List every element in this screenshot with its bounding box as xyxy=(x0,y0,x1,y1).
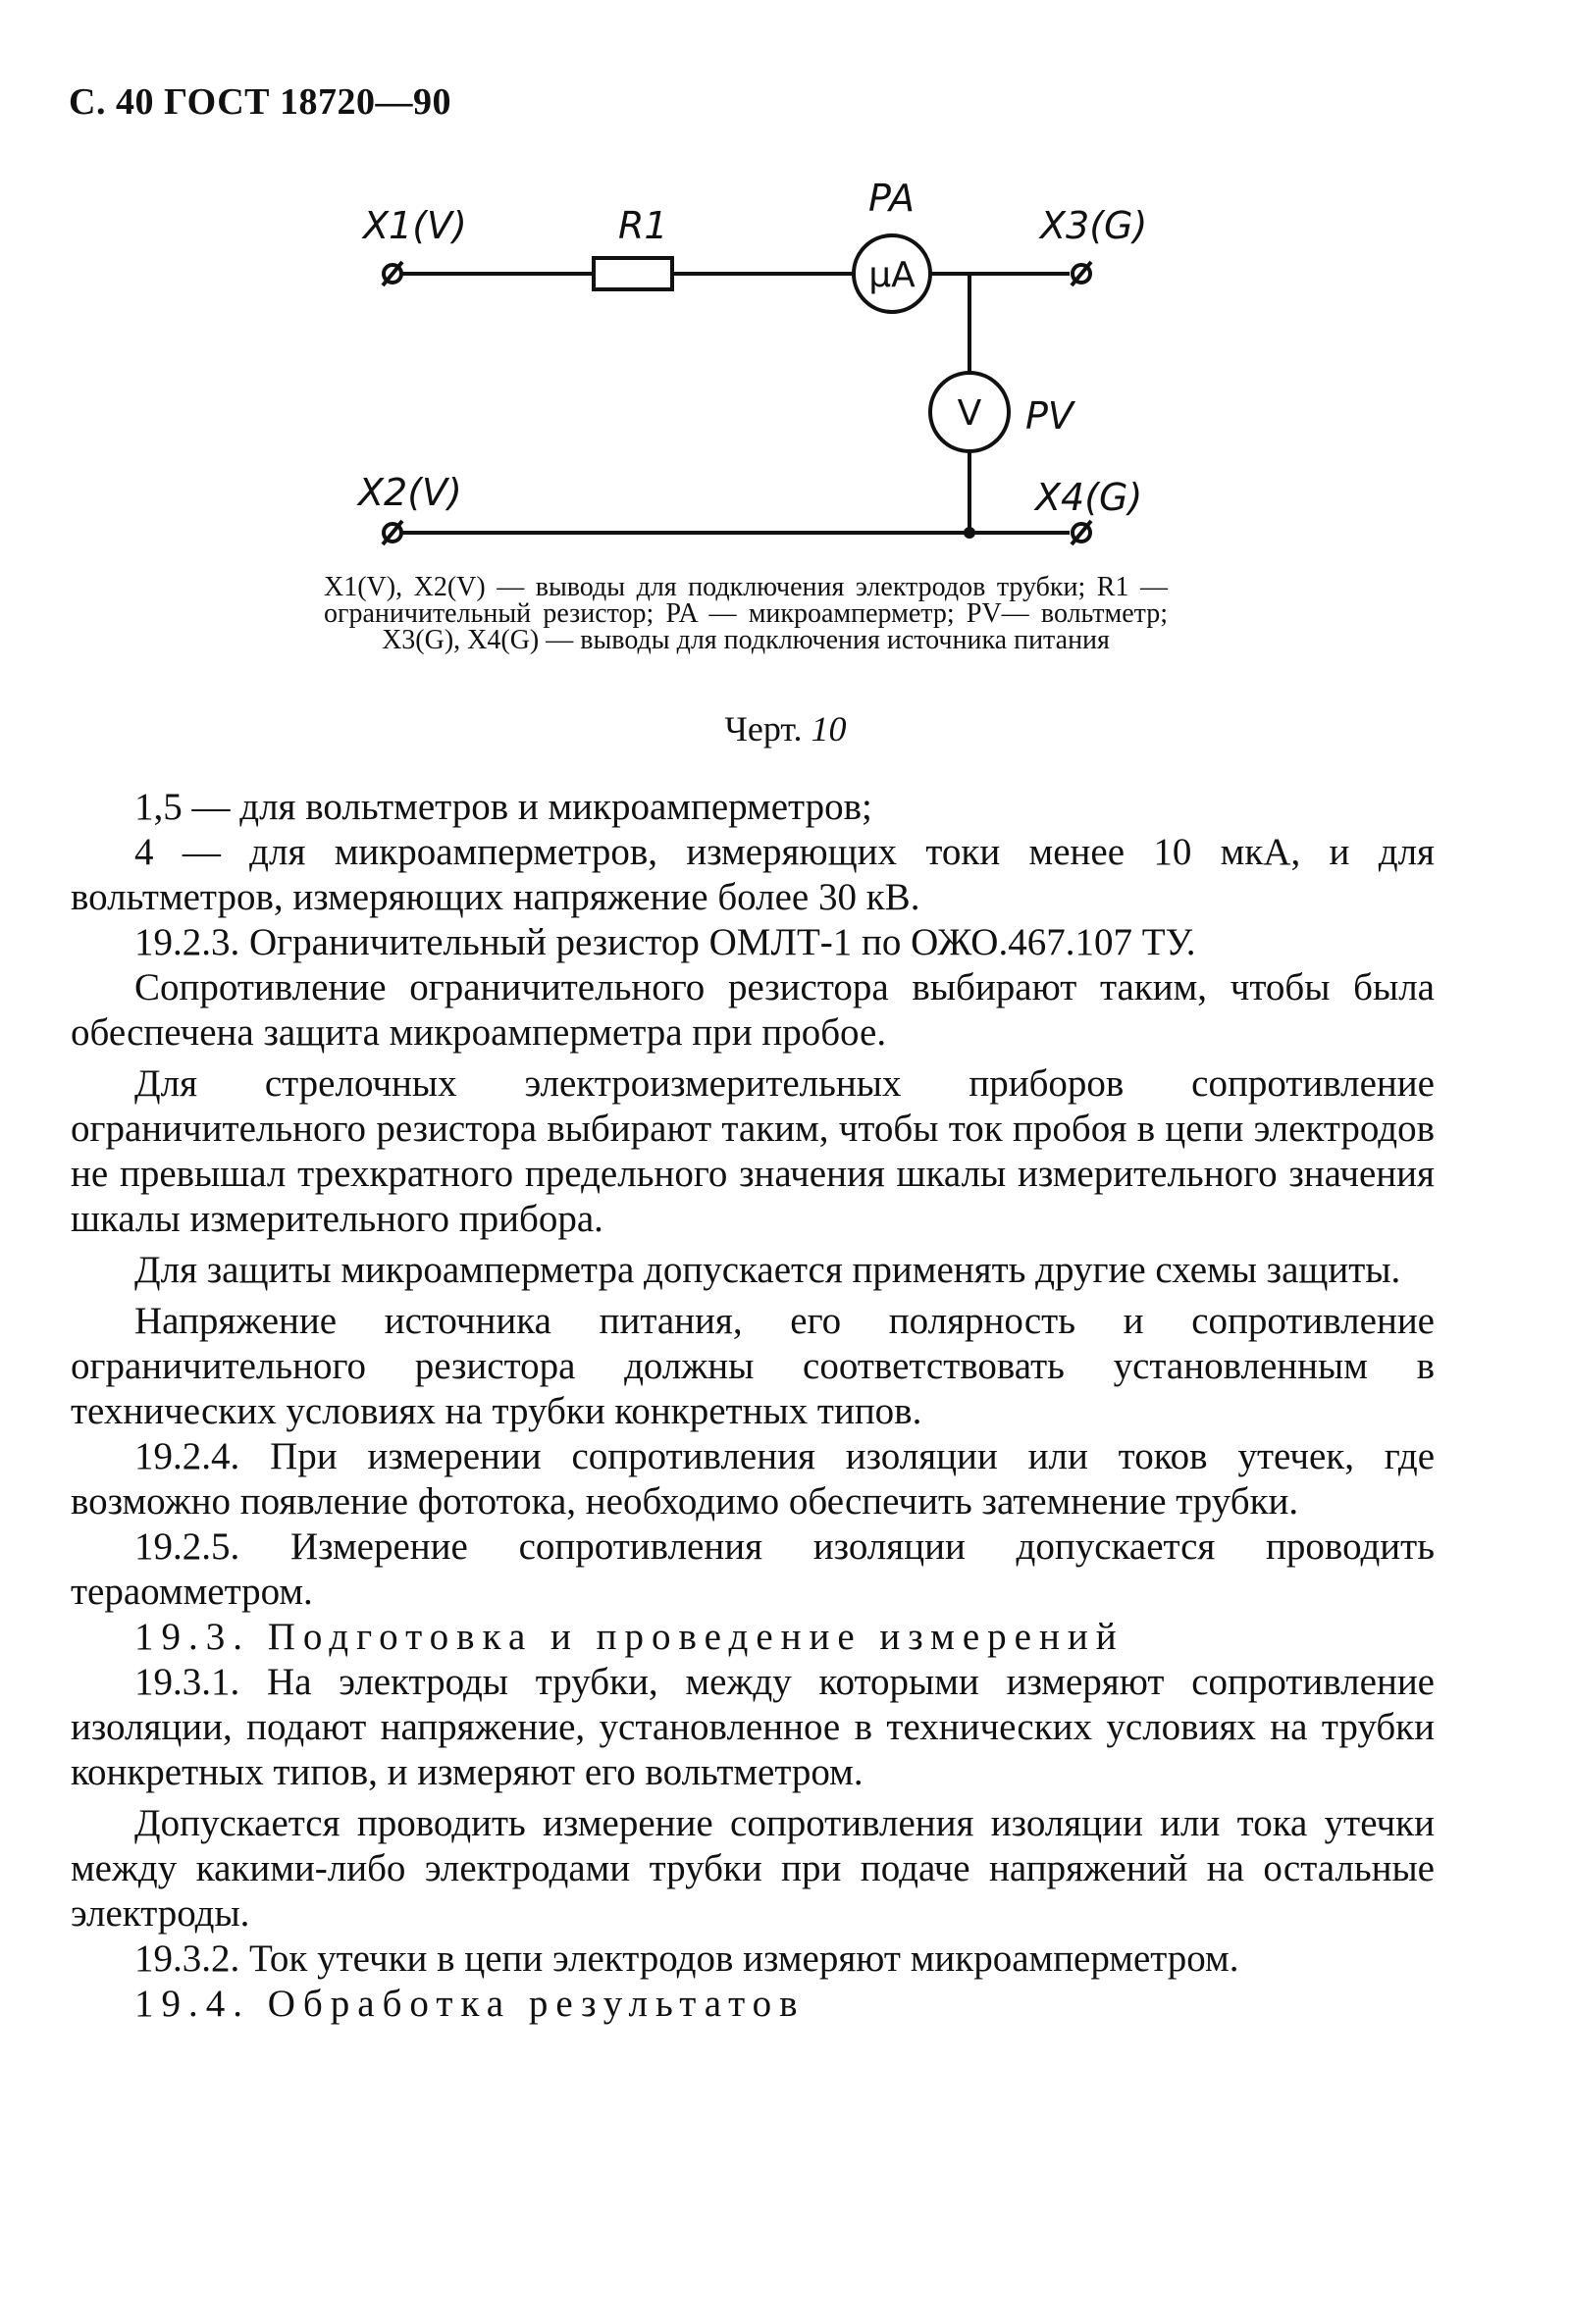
junction-dot-icon xyxy=(964,527,975,539)
label-x3: X3(G) xyxy=(1040,204,1148,247)
paragraph: Для защиты микроамперметра допускается применять другие схемы защиты. xyxy=(134,1249,1401,1291)
paragraph: Для стрелочных электроизмерительных приборов сопротивление ограничительного резистора выбирают таким, чтобы ток пробоя в цепи электродов не превышал трехкратного предельного значения шкалы измерительного значения шкалы измерительного прибора. xyxy=(71,1062,1435,1240)
paragraph: 19.3.1. На электроды трубки, между которыми измеряют сопротивление изоляции, подают напряжение, установленное в технических условиях на трубки конкретных типов, и измеряют его вольтметром. xyxy=(71,1661,1435,1793)
section-heading: 19.3. Подготовка и проведение измерений xyxy=(134,1616,1125,1658)
section-heading: 19.4. Обработка результатов xyxy=(134,1983,806,2025)
caption-number: 10 xyxy=(811,709,847,749)
paragraph: 4 — для микроамперметров, измеряющих токи менее 10 мкА, и для вольтметров, измеряющих напряжение более 30 кВ. xyxy=(71,831,1435,918)
paragraph: 19.3.2. Ток утечки в цепи электродов измеряют микроамперметром. xyxy=(134,1937,1239,1980)
label-x2: X2(V) xyxy=(358,471,462,514)
caption-prefix: Черт. xyxy=(724,709,803,749)
label-x1: X1(V) xyxy=(363,204,467,247)
label-x4: X4(G) xyxy=(1035,476,1143,519)
microammeter-symbol: μA xyxy=(868,255,916,295)
voltmeter-symbol: V xyxy=(957,393,982,434)
label-pa: PA xyxy=(868,177,916,220)
circuit-diagram xyxy=(334,172,1256,554)
paragraph: 19.2.4. При измерении сопротивления изоляции или токов утечек, где возможно появление фототока, необходимо обеспечить затемнение трубки. xyxy=(71,1435,1435,1523)
resistor-r1-icon xyxy=(594,258,672,289)
label-r1: R1 xyxy=(618,204,668,247)
paragraph: 19.2.3. Ограничительный резистор ОМЛТ-1 по ОЖО.467.107 ТУ. xyxy=(134,921,1196,963)
diagram-legend: X1(V), X2(V) — выводы для подключения электродов трубки; R1 — ограничительный резистор; PA — микроамперметр; PV— вольтметр; X3(G), X4(G) — выводы для подключения источника питания xyxy=(324,572,1168,655)
body-text xyxy=(71,785,1435,2027)
page-header: С. 40 ГОСТ 18720—90 xyxy=(69,81,451,123)
paragraph: 1,5 — для вольтметров и микроамперметров; xyxy=(134,786,872,828)
paragraph: 19.2.5. Измерение сопротивления изоляции допускается проводить тераомметром. xyxy=(71,1525,1435,1613)
paragraph: Напряжение источника питания, его полярность и сопротивление ограничительного резистора должны соответствовать установленным в технических условиях на трубки конкретных типов. xyxy=(71,1300,1435,1432)
paragraph: Допускается проводить измерение сопротивления изоляции или тока утечки между какими-либо электродами трубки при подаче напряжений на остальные электроды. xyxy=(71,1802,1435,1935)
label-pv: PV xyxy=(1025,394,1074,438)
paragraph: Сопротивление ограничительного резистора выбирают таким, чтобы была обеспечена защита микроамперметра при пробое. xyxy=(71,966,1435,1054)
figure-caption xyxy=(0,708,1571,749)
